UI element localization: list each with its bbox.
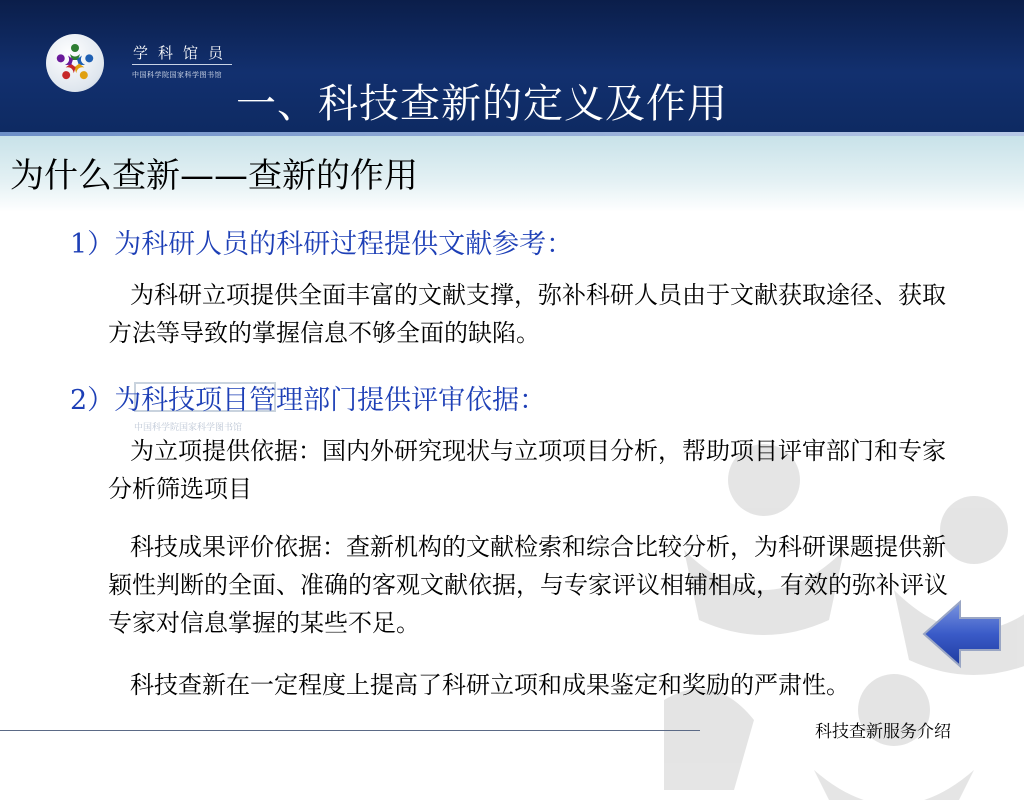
point-1-paragraph-1: 为科研立项提供全面丰富的文献支撑，弥补科研人员由于文献获取途径、获取方法等导致的掌握信息不够全面的缺陷。: [108, 281, 946, 347]
section-title: 为什么查新——查新的作用: [10, 156, 418, 196]
logo-icon: [46, 34, 104, 92]
back-arrow-icon: [920, 598, 1004, 670]
back-button[interactable]: [920, 598, 1004, 670]
point-2-paragraph-2: 科技成果评价依据：查新机构的文献检索和综合比较分析，为科研课题提供新颖性判断的全面、准确的客观文献依据，与专家评议相辅相成，有效的弥补评议专家对信息掌握的某些不足。: [108, 533, 948, 637]
logo-underline: [132, 64, 232, 65]
footer-divider: [0, 730, 700, 731]
footer-text: 科技查新服务介绍: [815, 722, 951, 742]
point-2-heading: 2）为科技项目管理部门提供评审依据：: [70, 385, 547, 416]
point-1-heading: 1）为科研人员的科研过程提供文献参考：: [70, 229, 574, 260]
point-2-paragraph-3: 科技查新在一定程度上提高了科研立项和成果鉴定和奖励的严肃性。: [130, 671, 850, 699]
faint-stamp-subtitle: 中国科学院国家科学图书馆: [134, 423, 243, 433]
slide-title: 一、科技查新的定义及作用: [236, 81, 728, 127]
point-2-paragraph-1: 为立项提供依据：国内外研究现状与立项项目分析，帮助项目评审部门和专家分析筛选项目: [108, 437, 946, 503]
logo-subtitle: 中国科学院国家科学图书馆: [132, 71, 222, 79]
logo-name: 学科馆员: [133, 44, 234, 62]
